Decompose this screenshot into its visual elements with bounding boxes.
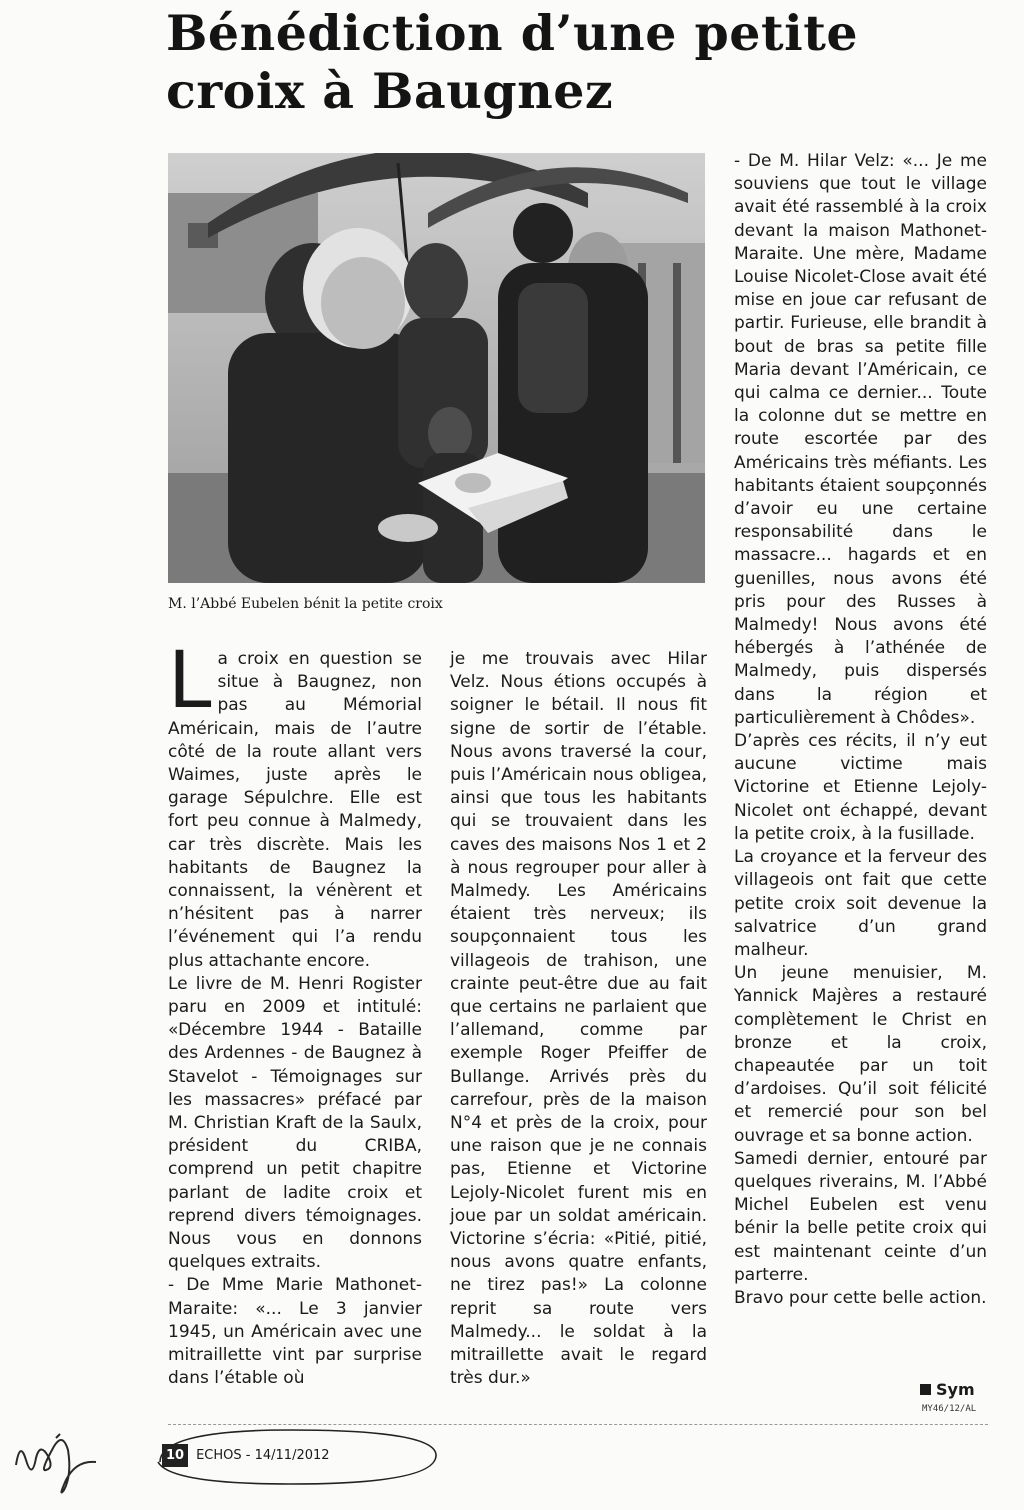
col1-paragraph-2: Le livre de M. Henri Rogister paru en 2009 et intitulé: «Décembre 1944 - Bataille des Ardennes - de Baugnez à Stavelot - Témoignages sur les massacres» préfacé par M. Christian Kraft de la Saulx, président du CRIBA, comprend un petit chapitre parlant de ladite croix et reprend divers témoignages. Nous vous en donnons quelques extraits. — [168, 973, 422, 1273]
article-headline — [166, 4, 926, 120]
page-number: 10 — [162, 1444, 188, 1467]
col3-paragraph-2: D’après ces récits, il n’y eut aucune victime mais Victorine et Etienne Lejoly-Nicolet ont échappé, devant la petite croix, à la fusillade. — [734, 731, 987, 844]
handwritten-mark-icon — [6, 1420, 116, 1500]
article-column-3 — [734, 150, 987, 1310]
author-name: Sym — [936, 1380, 975, 1399]
headline-line-1: Bénédiction d’une petite — [166, 4, 859, 62]
article-photo — [168, 153, 705, 583]
col3-paragraph-6: Bravo pour cette belle action. — [734, 1287, 987, 1308]
photo-caption: M. l’Abbé Eubelen bénit la petite croix — [168, 596, 443, 612]
signature-square-icon — [920, 1384, 931, 1395]
publication-date: ECHOS - 14/11/2012 — [196, 1447, 330, 1463]
dropcap-letter: L — [168, 636, 212, 726]
page-footer — [162, 1440, 330, 1470]
col1-paragraph-1 — [168, 636, 422, 973]
col1-paragraph-1-text: a croix en question se situe à Baugnez, non pas au Mémorial Américain, mais de l’autre côté de la route allant vers Waimes, juste après le garage Sépulchre. Elle est fort peu connue à Malmedy, car très discrète. Mais les habitants de Baugnez la connaissent, la vénèrent et n’hésitent pas à narrer l’événement qui l’a rendu plus attachante encore. — [168, 649, 422, 971]
col2-paragraph-1: je me trouvais avec Hilar Velz. Nous étions occupés à soigner le bétail. Il nous fit signe de sortir de l’étable. Nous avons traversé la cour, puis l’Américain nous obligea, ainsi que tous les habitants qui se trouvaient dans les caves des maisons Nos 1 et 2 à nous regrouper pour aller à Malmedy. Les Américains étaient très nerveux; ils soupçonnaient tous les villageois de trahison, une crainte peut-être due au fait que certains ne parlaient que l’allemand, comme par exemple Roger Pfeiffer de Bullange. Arrivés près du carrefour, près de la maison N°4 et près de la croix, pour une raison que je ne connais pas, Etienne et Victorine Lejoly-Nicolet furent mis en joue par un soldat américain. Victorine s’écria: «Pitié, pitié, nous avons quatre enfants, ne tirez pas!» La colonne reprit sa route vers Malmedy... le soldat à la mitraillette avait le regard très dur.» — [450, 649, 707, 1389]
reference-code: MY46/12/AL — [922, 1404, 977, 1414]
col1-paragraph-3: - De Mme Marie Mathonet-Maraite: «... Le 3 janvier 1945, un Américain avec une mitraillette vint par surprise dans l’étable où — [168, 1275, 422, 1389]
author-signature — [920, 1380, 975, 1399]
col3-paragraph-4: Un jeune menuisier, M. Yannick Majères a restauré complètement le Christ en bronze et la croix, chapeautée par un toit d’ardoises. Qu’il soit félicité et remercié pour son bel ouvrage et sa bonne action. — [734, 963, 987, 1146]
col3-paragraph-3: La croyance et la ferveur des villageois ont fait que cette petite croix soit devenue la salvatrice d’un grand malheur. — [734, 847, 987, 960]
article-column-1 — [168, 636, 422, 1391]
photo-blessing-scene — [168, 153, 705, 583]
col3-paragraph-1: - De M. Hilar Velz: «... Je me souviens que tout le village avait été rassemblé à la croix devant la maison Mathonet-Maraite. Une mère, Madame Louise Nicolet-Close avait été mise en joue car refusant de partir. Furieuse, elle brandit à bout de bras sa petite fille Maria devant l’Américain, ce qui calma ce dernier... Toute la colonne dut se mettre en route escortée par des Américains très méfiants. Les habitants étaient soupçonnés d’avoir eu une certaine responsabilité dans le massacre... hagards et en guenilles, nous avons été pris pour des Russes à Malmedy! Nous avons été hébergés à l’athénée de Malmedy, puis dispersés dans la région et particulièrement à Chôdes». — [734, 151, 987, 728]
col3-paragraph-5: Samedi dernier, entouré par quelques riverains, M. l’Abbé Michel Eubelen est venu bénir la belle petite croix qui est maintenant ceinte d’un parterre. — [734, 1148, 987, 1285]
headline-line-2: croix à Baugnez — [166, 62, 614, 120]
article-column-2 — [450, 648, 707, 1391]
